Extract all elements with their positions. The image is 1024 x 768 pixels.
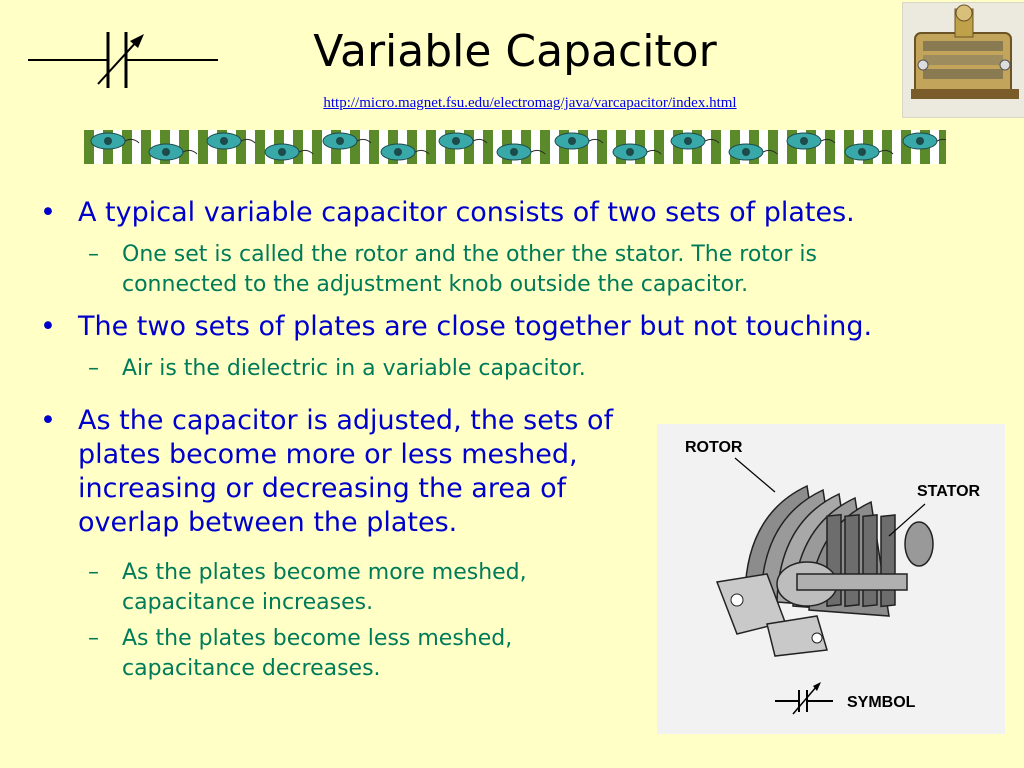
sub-marker: – (88, 626, 99, 651)
sub-bullet-3-2 (88, 624, 608, 684)
capacitor-symbol-small-icon (775, 682, 833, 714)
bullet-3-text: As the capacitor is adjusted, the sets of plates become more or less meshed, increasing or decreasing the area of overlap between the plates. (78, 405, 614, 538)
bullet-1 (40, 196, 1000, 230)
sub-bullet-3-1-text: As the plates become more meshed, capacitance increases. (122, 560, 527, 615)
variable-capacitor-symbol-icon (26, 24, 222, 94)
symbol-label: SYMBOL (847, 694, 916, 711)
sub-bullet-1-1-text: One set is called the rotor and the other the stator. The rotor is connected to the adjustment knob outside the capacitor. (122, 242, 817, 297)
sub-marker: – (88, 356, 99, 381)
sub-marker: – (88, 560, 99, 585)
sub-bullet-2-1-text: Air is the dielectric in a variable capacitor. (122, 356, 586, 381)
sub-bullet-1-1 (88, 240, 938, 300)
bullet-1-text: A typical variable capacitor consists of two sets of plates. (78, 197, 855, 228)
bullet-marker: • (40, 197, 56, 228)
sub-bullet-3-1 (88, 558, 608, 618)
bullet-marker: • (40, 405, 56, 436)
bullet-3 (40, 404, 646, 540)
sub-marker: – (88, 242, 99, 267)
rotor-label: ROTOR (685, 439, 743, 456)
sub-bullet-3-2-text: As the plates become less meshed, capacitance decreases. (122, 626, 513, 681)
slide-title: Variable Capacitor (313, 26, 717, 77)
rotor-stator-diagram (657, 424, 1005, 734)
bullet-2-text: The two sets of plates are close together but not touching. (78, 311, 873, 342)
bullet-2 (40, 310, 1000, 344)
capacitor-photo-image (902, 2, 1024, 118)
flower-stripe-border (84, 130, 946, 164)
stator-label: STATOR (917, 483, 981, 500)
bullet-marker: • (40, 311, 56, 342)
source-link[interactable]: http://micro.magnet.fsu.edu/electromag/java/varcapacitor/index.html (323, 95, 737, 111)
sub-bullet-2-1 (88, 354, 938, 384)
